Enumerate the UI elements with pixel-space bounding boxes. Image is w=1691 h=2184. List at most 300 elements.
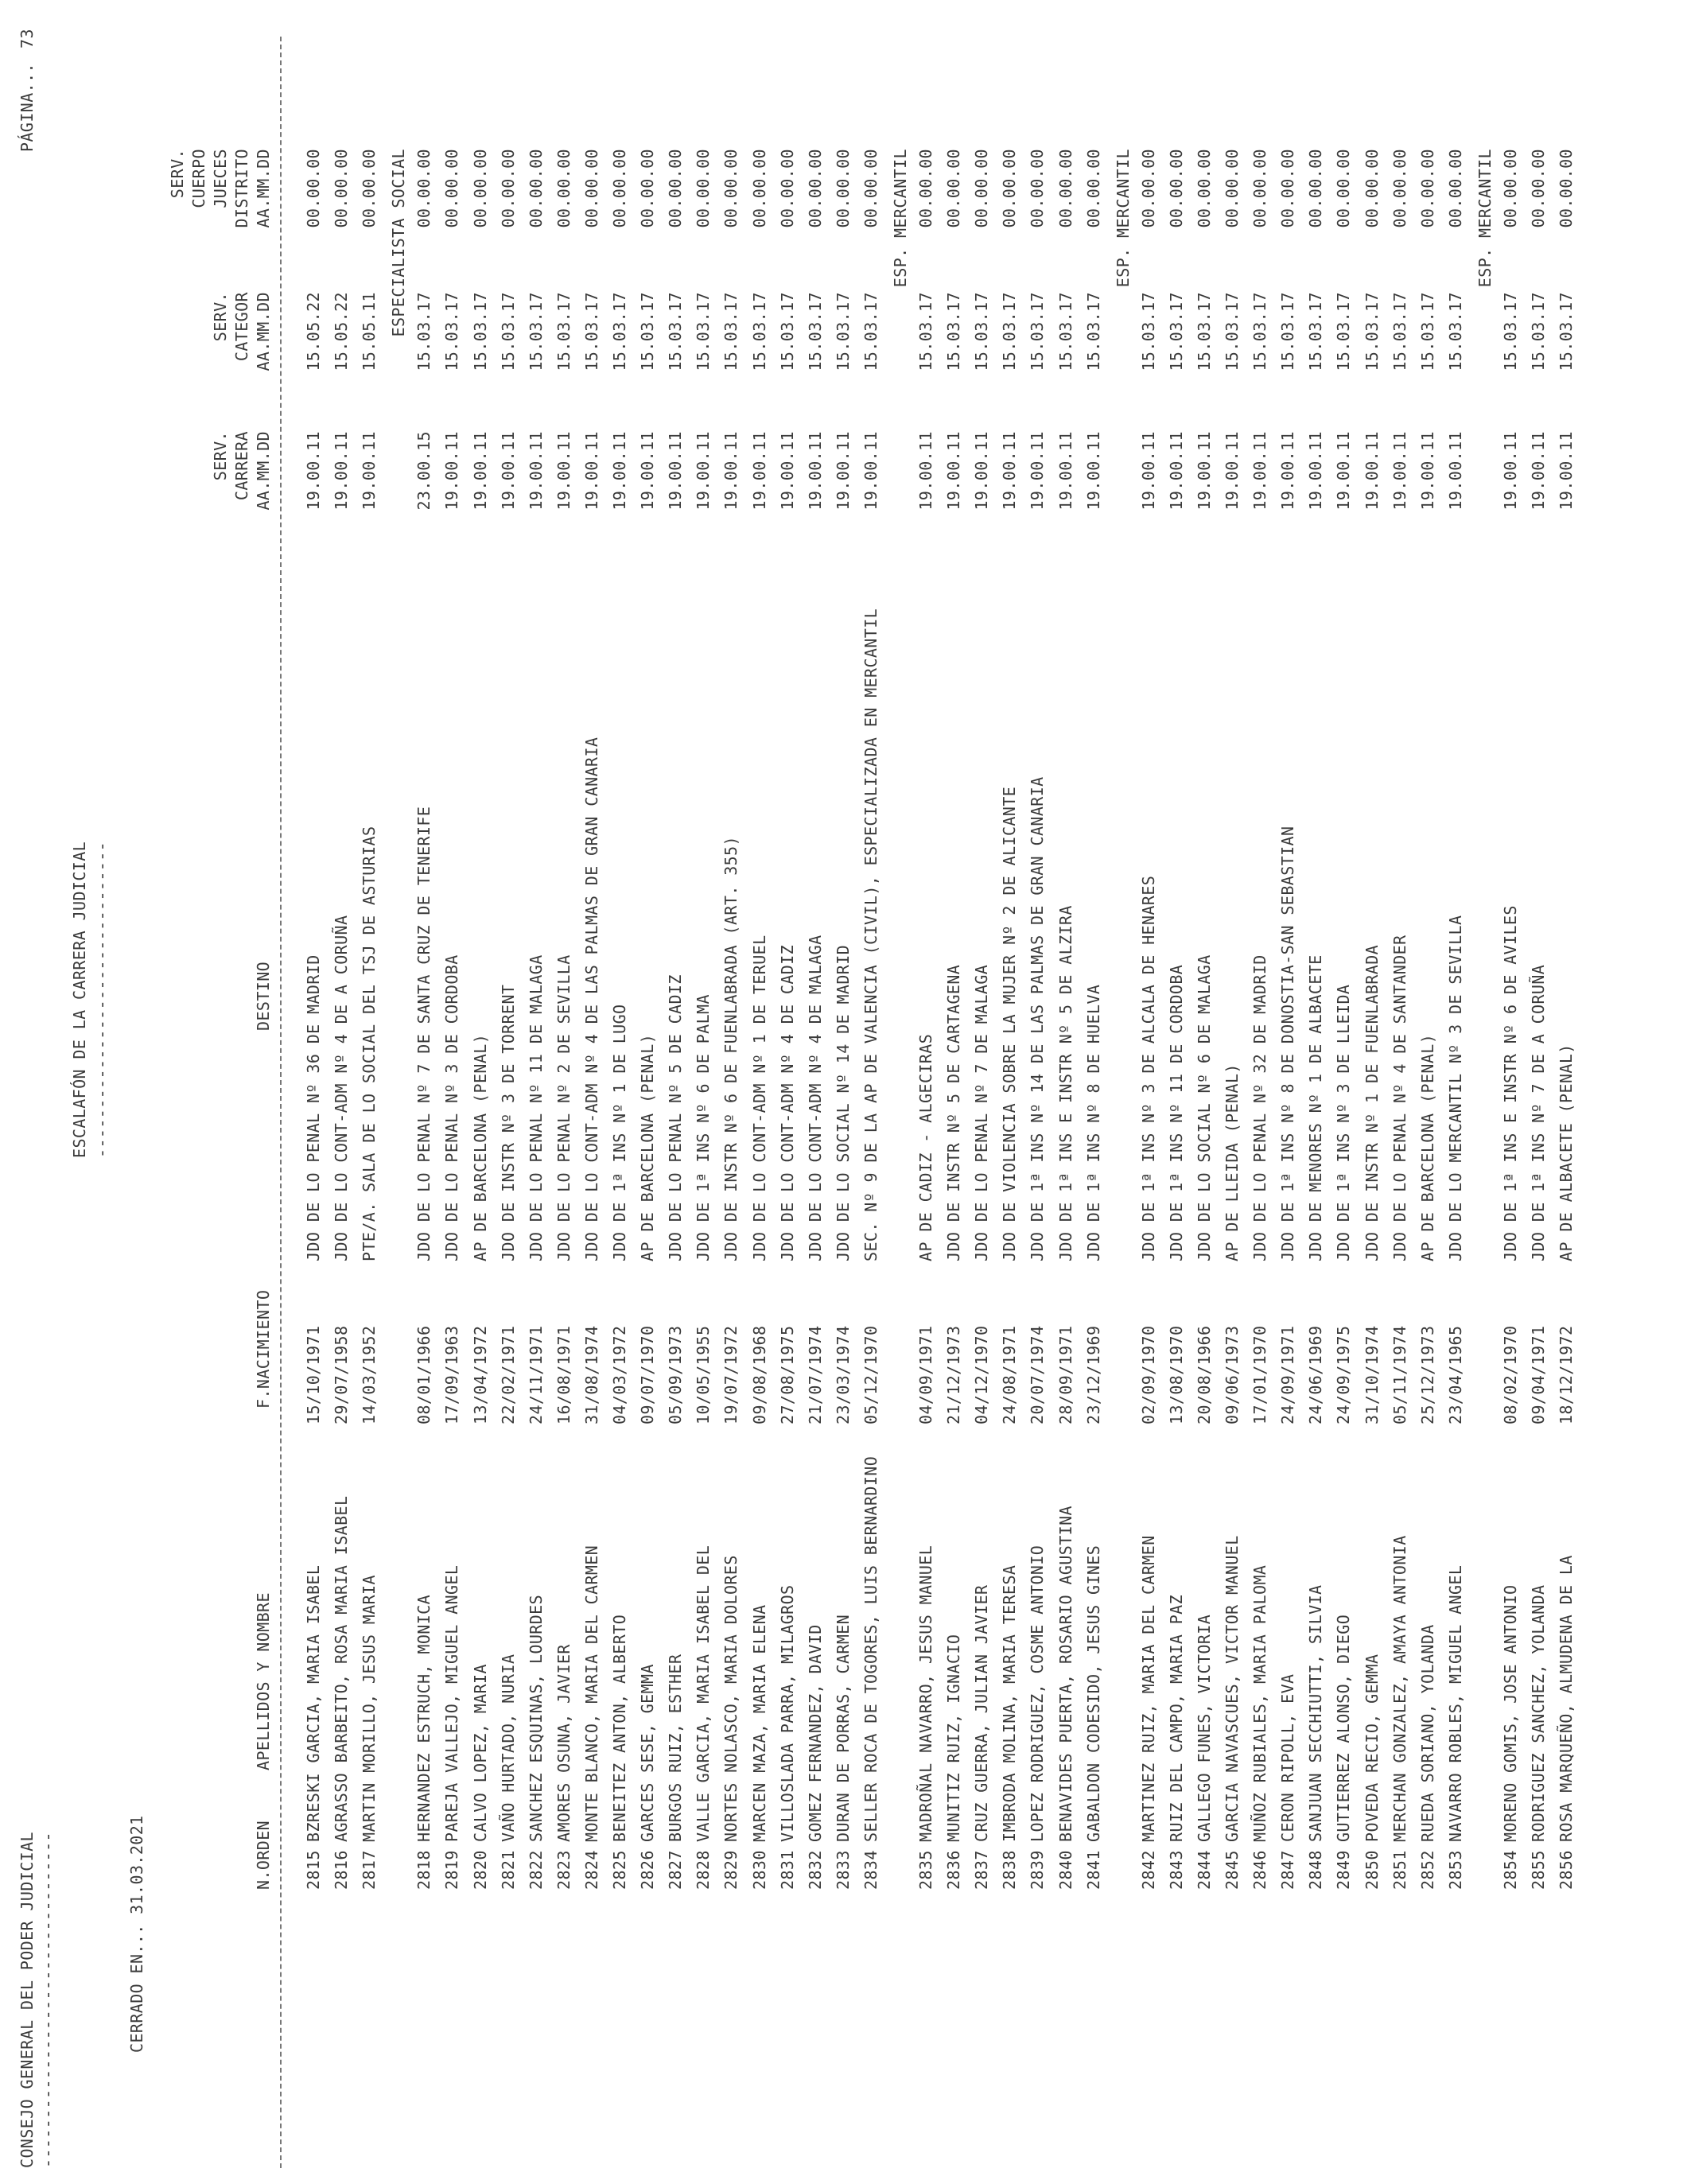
order-number: 2853 xyxy=(1445,1850,1465,1890)
order-number: 2825 xyxy=(610,1850,629,1890)
service-district: 00.00.00 xyxy=(1557,149,1576,228)
destination: AP DE BARCELONA (PENAL) xyxy=(638,1033,658,1261)
order-number: 2849 xyxy=(1334,1850,1354,1890)
service-category: 15.03.17 xyxy=(1223,292,1242,371)
birth-date: 31/10/1974 xyxy=(1362,1325,1382,1424)
table-row xyxy=(301,0,327,2184)
table-row xyxy=(468,0,494,2184)
destination: AP DE LLEIDA (PENAL) xyxy=(1223,1063,1242,1261)
service-category: 15.03.17 xyxy=(414,292,434,371)
destination: AP DE BARCELONA (PENAL) xyxy=(1417,1033,1437,1261)
service-career: 19.00.11 xyxy=(1417,431,1437,511)
service-category: 15.03.17 xyxy=(1500,292,1520,371)
service-district: 00.00.00 xyxy=(526,149,546,228)
full-name: MARCEN MAZA, MARIA ELENA xyxy=(749,1604,769,1842)
service-district: 00.00.00 xyxy=(414,149,434,228)
service-district: 00.00.00 xyxy=(1028,149,1048,228)
col-header-order: N.ORDEN xyxy=(254,1820,273,1890)
birth-date: 23/12/1969 xyxy=(1083,1325,1103,1424)
service-career: 19.00.11 xyxy=(1194,431,1214,511)
col-header-district-4: DISTRITO xyxy=(232,149,251,228)
table-row xyxy=(1191,0,1218,2184)
order-number: 2856 xyxy=(1557,1850,1576,1890)
col-header-career-3: AA.MM.DD xyxy=(254,431,273,511)
order-number: 2826 xyxy=(638,1850,658,1890)
full-name: MUÑOZ RUBIALES, MARIA PALOMA xyxy=(1250,1564,1270,1842)
full-name: DURAN DE PORRAS, CARMEN xyxy=(833,1614,853,1842)
birth-date: 27/08/1975 xyxy=(777,1325,797,1424)
service-category: 15.03.17 xyxy=(944,292,964,371)
service-career: 19.00.11 xyxy=(526,431,546,511)
service-category: 15.03.17 xyxy=(1390,292,1409,371)
full-name: RODRIGUEZ SANCHEZ, YOLANDA xyxy=(1529,1584,1548,1842)
service-category: 15.03.17 xyxy=(638,292,658,371)
birth-date: 02/09/1970 xyxy=(1138,1325,1158,1424)
service-district: 00.00.00 xyxy=(916,149,935,228)
table-row xyxy=(635,0,661,2184)
service-career: 19.00.11 xyxy=(1500,431,1520,511)
section-label: ESPECIALISTA SOCIAL xyxy=(389,149,409,337)
birth-date: 22/02/1971 xyxy=(498,1325,518,1424)
service-career: 19.00.11 xyxy=(1362,431,1382,511)
birth-date: 21/12/1973 xyxy=(944,1325,964,1424)
order-number: 2818 xyxy=(414,1850,434,1890)
birth-date: 08/02/1970 xyxy=(1500,1325,1520,1424)
service-district: 00.00.00 xyxy=(360,149,379,228)
service-career: 19.00.11 xyxy=(581,431,601,511)
birth-date: 05/12/1970 xyxy=(861,1325,880,1424)
service-category: 15.03.17 xyxy=(1278,292,1298,371)
service-career: 19.00.11 xyxy=(916,431,935,511)
destination: JDO DE LO CONT-ADM Nº 4 DE LAS PALMAS DE GRAN CANARIA xyxy=(581,736,601,1261)
order-number: 2842 xyxy=(1138,1850,1158,1890)
destination: PTE/A. SALA DE LO SOCIAL DEL TSJ DE ASTURIAS xyxy=(360,826,379,1261)
service-district: 00.00.00 xyxy=(442,149,462,228)
service-career: 19.00.11 xyxy=(1529,431,1548,511)
service-career: 19.00.11 xyxy=(721,431,741,511)
full-name: CRUZ GUERRA, JULIAN JAVIER xyxy=(972,1584,992,1842)
birth-date: 09/06/1973 xyxy=(1223,1325,1242,1424)
col-header-career-1: SERV. xyxy=(211,431,230,481)
service-career: 19.00.11 xyxy=(1055,431,1075,511)
service-category: 15.03.17 xyxy=(1000,292,1020,371)
service-district: 00.00.00 xyxy=(1223,149,1242,228)
table-row xyxy=(1387,0,1413,2184)
birth-date: 08/01/1966 xyxy=(414,1325,434,1424)
order-number: 2845 xyxy=(1223,1850,1242,1890)
birth-date: 23/03/1974 xyxy=(833,1325,853,1424)
full-name: AGRASSO BARBEITO, ROSA MARIA ISABEL xyxy=(332,1495,352,1842)
service-category: 15.03.17 xyxy=(554,292,573,371)
order-number: 2839 xyxy=(1028,1850,1048,1890)
full-name: GARCIA NAVASCUES, VICTOR MANUEL xyxy=(1223,1535,1242,1842)
organization-underline: ---------------------------------- xyxy=(38,1832,57,2168)
organization-name: CONSEJO GENERAL DEL PODER JUDICIAL xyxy=(17,1832,37,2168)
full-name: VAÑO HURTADO, NURIA xyxy=(498,1654,518,1842)
full-name: PAREJA VALLEJO, MIGUEL ANGEL xyxy=(442,1564,462,1842)
page-number: 73 xyxy=(17,29,37,49)
full-name: GABALDON CODESIDO, JESUS GINES xyxy=(1083,1545,1103,1842)
service-career: 19.00.11 xyxy=(694,431,713,511)
destination: JDO DE INSTR Nº 6 DE FUENLABRADA (ART. 355) xyxy=(721,836,741,1261)
service-category: 15.03.17 xyxy=(1306,292,1326,371)
destination: JDO DE INSTR Nº 1 DE FUENLABRADA xyxy=(1362,944,1382,1261)
service-career: 19.00.11 xyxy=(332,431,352,511)
order-number: 2835 xyxy=(916,1850,935,1890)
order-number: 2844 xyxy=(1194,1850,1214,1890)
full-name: RUIZ DEL CAMPO, MARIA PAZ xyxy=(1166,1594,1186,1842)
table-row xyxy=(690,0,717,2184)
document-title: ESCALAFÓN DE LA CARRERA JUDICIAL xyxy=(70,841,89,1158)
service-district: 00.00.00 xyxy=(332,149,352,228)
service-category: 15.03.17 xyxy=(777,292,797,371)
order-number: 2847 xyxy=(1278,1850,1298,1890)
col-header-name: APELLIDOS Y NOMBRE xyxy=(254,1592,273,1770)
destination: JDO DE 1ª INS Nº 8 DE HUELVA xyxy=(1083,984,1103,1261)
full-name: RUEDA SORIANO, YOLANDA xyxy=(1417,1624,1437,1842)
destination: JDO DE LO MERCANTIL Nº 3 DE SEVILLA xyxy=(1445,915,1465,1261)
order-number: 2833 xyxy=(833,1850,853,1890)
order-number: 2846 xyxy=(1250,1850,1270,1890)
table-row xyxy=(997,0,1023,2184)
service-career: 19.00.11 xyxy=(360,431,379,511)
destination: JDO DE LO PENAL Nº 32 DE MADRID xyxy=(1250,954,1270,1261)
birth-date: 05/09/1973 xyxy=(666,1325,686,1424)
service-district: 00.00.00 xyxy=(1000,149,1020,228)
service-category: 15.03.17 xyxy=(1250,292,1270,371)
service-district: 00.00.00 xyxy=(1250,149,1270,228)
destination: JDO DE LO CONT-ADM Nº 4 DE MALAGA xyxy=(805,935,825,1261)
table-row xyxy=(913,0,939,2184)
service-district: 00.00.00 xyxy=(498,149,518,228)
col-header-district-2: CUERPO xyxy=(189,149,208,208)
service-career: 19.00.11 xyxy=(1445,431,1465,511)
birth-date: 18/12/1972 xyxy=(1557,1325,1576,1424)
service-district: 00.00.00 xyxy=(1278,149,1298,228)
destination: JDO DE LO CONT-ADM Nº 4 DE CADIZ xyxy=(777,944,797,1261)
full-name: VALLE GARCIA, MARIA ISABEL DEL xyxy=(694,1545,713,1842)
service-career: 19.00.11 xyxy=(805,431,825,511)
order-number: 2837 xyxy=(972,1850,992,1890)
order-number: 2816 xyxy=(332,1850,352,1890)
full-name: MUNITIZ RUIZ, IGNACIO xyxy=(944,1634,964,1842)
service-category: 15.03.17 xyxy=(1055,292,1075,371)
service-category: 15.03.17 xyxy=(805,292,825,371)
service-category: 15.03.17 xyxy=(1334,292,1354,371)
destination: JDO DE LO PENAL Nº 3 DE CORDOBA xyxy=(442,954,462,1261)
destination: SEC. Nº 9 DE LA AP DE VALENCIA (CIVIL), ESPECIALIZADA EN MERCANTIL xyxy=(861,608,880,1261)
service-district: 00.00.00 xyxy=(581,149,601,228)
table-row xyxy=(579,0,605,2184)
service-career: 19.00.11 xyxy=(1166,431,1186,511)
full-name: MADROÑAL NAVARRO, JESUS MANUEL xyxy=(916,1545,935,1842)
table-row xyxy=(523,0,550,2184)
order-number: 2832 xyxy=(805,1850,825,1890)
destination: JDO DE 1ª INS Nº 8 DE DONOSTIA-SAN SEBASTIAN xyxy=(1278,826,1298,1261)
table-row xyxy=(1136,0,1162,2184)
table-row xyxy=(1553,0,1580,2184)
table-row xyxy=(1053,0,1079,2184)
full-name: NAVARRO ROBLES, MIGUEL ANGEL xyxy=(1445,1564,1465,1842)
destination: JDO DE LO PENAL Nº 36 DE MADRID xyxy=(304,954,323,1261)
service-district: 00.00.00 xyxy=(749,149,769,228)
service-career: 19.00.11 xyxy=(1083,431,1103,511)
service-district: 00.00.00 xyxy=(861,149,880,228)
col-header-category-2: CATEGOR xyxy=(232,292,251,362)
full-name: BZRESKI GARCIA, MARIA ISABEL xyxy=(304,1564,323,1842)
birth-date: 04/12/1970 xyxy=(972,1325,992,1424)
service-district: 00.00.00 xyxy=(805,149,825,228)
table-row xyxy=(803,0,829,2184)
full-name: MERCHAN GONZALEZ, AMAYA ANTONIA xyxy=(1390,1535,1409,1842)
order-number: 2815 xyxy=(304,1850,323,1890)
service-career: 19.00.11 xyxy=(638,431,658,511)
service-category: 15.03.17 xyxy=(694,292,713,371)
table-row xyxy=(1526,0,1552,2184)
col-header-career-2: CARRERA xyxy=(232,431,251,501)
full-name: BURGOS RUIZ, ESTHER xyxy=(666,1654,686,1842)
table-row xyxy=(941,0,967,2184)
service-career: 19.00.11 xyxy=(1306,431,1326,511)
service-career: 19.00.11 xyxy=(554,431,573,511)
birth-date: 31/08/1974 xyxy=(581,1325,601,1424)
service-district: 00.00.00 xyxy=(304,149,323,228)
service-career: 19.00.11 xyxy=(470,431,490,511)
service-career: 19.00.11 xyxy=(442,431,462,511)
birth-date: 21/07/1974 xyxy=(805,1325,825,1424)
destination: JDO DE 1ª INS Nº 1 DE LUGO xyxy=(610,1004,629,1261)
birth-date: 28/09/1971 xyxy=(1055,1325,1075,1424)
table-row xyxy=(1164,0,1190,2184)
service-category: 15.03.17 xyxy=(581,292,601,371)
service-district: 00.00.00 xyxy=(1390,149,1409,228)
service-district: 00.00.00 xyxy=(1138,149,1158,228)
birth-date: 04/03/1972 xyxy=(610,1325,629,1424)
table-row xyxy=(411,0,437,2184)
service-category: 15.03.17 xyxy=(1138,292,1158,371)
destination: JDO DE LO CONT-ADM Nº 4 DE A CORUÑA xyxy=(332,915,352,1261)
service-category: 15.03.17 xyxy=(833,292,853,371)
birth-date: 17/01/1970 xyxy=(1250,1325,1270,1424)
destination: JDO DE 1ª INS Nº 14 DE LAS PALMAS DE GRAN CANARIA xyxy=(1028,776,1048,1261)
destination: AP DE CADIZ - ALGECIRAS xyxy=(916,1033,935,1261)
full-name: MARTINEZ RUIZ, MARIA DEL CARMEN xyxy=(1138,1535,1158,1842)
destination: JDO DE LO SOCIAL Nº 14 DE MADRID xyxy=(833,944,853,1261)
table-row xyxy=(551,0,577,2184)
birth-date: 15/10/1971 xyxy=(304,1325,323,1424)
table-row xyxy=(1219,0,1246,2184)
order-number: 2836 xyxy=(944,1850,964,1890)
birth-date: 13/04/1972 xyxy=(470,1325,490,1424)
order-number: 2841 xyxy=(1083,1850,1103,1890)
order-number: 2843 xyxy=(1166,1850,1186,1890)
birth-date: 17/09/1963 xyxy=(442,1325,462,1424)
birth-date: 25/12/1973 xyxy=(1417,1325,1437,1424)
table-row xyxy=(1081,0,1107,2184)
service-district: 00.00.00 xyxy=(972,149,992,228)
service-career: 19.00.11 xyxy=(304,431,323,511)
service-career: 19.00.11 xyxy=(1278,431,1298,511)
full-name: BENAVIDES PUERTA, ROSARIO AGUSTINA xyxy=(1055,1506,1075,1842)
service-district: 00.00.00 xyxy=(1362,149,1382,228)
service-career: 19.00.11 xyxy=(1557,431,1576,511)
table-row xyxy=(858,0,884,2184)
full-name: CALVO LOPEZ, MARIA xyxy=(470,1664,490,1842)
table-row xyxy=(969,0,995,2184)
birth-date: 16/08/1971 xyxy=(554,1325,573,1424)
order-number: 2820 xyxy=(470,1850,490,1890)
service-career: 19.00.11 xyxy=(1028,431,1048,511)
page-label: PÁGINA... xyxy=(17,63,37,152)
table-row xyxy=(663,0,689,2184)
full-name: POVEDA RECIO, GEMMA xyxy=(1362,1654,1382,1842)
table-row xyxy=(775,0,801,2184)
order-number: 2829 xyxy=(721,1850,741,1890)
table-row xyxy=(1024,0,1051,2184)
service-district: 00.00.00 xyxy=(610,149,629,228)
service-category: 15.03.17 xyxy=(470,292,490,371)
service-career: 19.00.11 xyxy=(1000,431,1020,511)
table-row xyxy=(718,0,744,2184)
service-district: 00.00.00 xyxy=(1083,149,1103,228)
birth-date: 24/09/1971 xyxy=(1278,1325,1298,1424)
birth-date: 20/07/1974 xyxy=(1028,1325,1048,1424)
service-category: 15.03.17 xyxy=(1417,292,1437,371)
full-name: HERNANDEZ ESTRUCH, MONICA xyxy=(414,1594,434,1842)
col-header-category-3: AA.MM.DD xyxy=(254,292,273,371)
service-category: 15.03.17 xyxy=(972,292,992,371)
full-name: MARTIN MORILLO, JESUS MARIA xyxy=(360,1575,379,1842)
order-number: 2817 xyxy=(360,1850,379,1890)
birth-date: 04/09/1971 xyxy=(916,1325,935,1424)
service-category: 15.03.17 xyxy=(1445,292,1465,371)
destination: JDO DE 1ª INS Nº 3 DE ALCALA DE HENARES xyxy=(1138,875,1158,1261)
service-category: 15.03.17 xyxy=(1166,292,1186,371)
service-district: 00.00.00 xyxy=(666,149,686,228)
service-category: 15.03.17 xyxy=(1028,292,1048,371)
table-row xyxy=(439,0,465,2184)
table-row xyxy=(1415,0,1441,2184)
order-number: 2822 xyxy=(526,1850,546,1890)
service-district: 00.00.00 xyxy=(1306,149,1326,228)
section-label: ESP. MERCANTIL xyxy=(1475,149,1495,288)
service-category: 15.03.17 xyxy=(1194,292,1214,371)
service-district: 00.00.00 xyxy=(1445,149,1465,228)
service-category: 15.03.17 xyxy=(610,292,629,371)
col-header-destination: DESTINO xyxy=(254,961,273,1031)
service-category: 15.03.17 xyxy=(1557,292,1576,371)
service-category: 15.03.17 xyxy=(1362,292,1382,371)
birth-date: 09/07/1970 xyxy=(638,1325,658,1424)
header-separator xyxy=(280,37,282,2168)
destination: JDO DE LO PENAL Nº 7 DE SANTA CRUZ DE TENERIFE xyxy=(414,806,434,1261)
title-underline: -------------------------------- xyxy=(92,841,111,1158)
table-row xyxy=(830,0,857,2184)
service-category: 15.03.17 xyxy=(749,292,769,371)
table-row xyxy=(1443,0,1469,2184)
order-number: 2834 xyxy=(861,1850,880,1890)
birth-date: 23/04/1965 xyxy=(1445,1325,1465,1424)
order-number: 2827 xyxy=(666,1850,686,1890)
service-district: 00.00.00 xyxy=(1334,149,1354,228)
table-row xyxy=(607,0,633,2184)
full-name: MORENO GOMIS, JOSE ANTONIO xyxy=(1500,1584,1520,1842)
birth-date: 24/11/1971 xyxy=(526,1325,546,1424)
order-number: 2850 xyxy=(1362,1850,1382,1890)
order-number: 2821 xyxy=(498,1850,518,1890)
service-district: 00.00.00 xyxy=(777,149,797,228)
service-district: 00.00.00 xyxy=(1166,149,1186,228)
service-career: 19.00.11 xyxy=(777,431,797,511)
service-district: 00.00.00 xyxy=(1055,149,1075,228)
service-career: 23.00.15 xyxy=(414,431,434,511)
closing-date: CERRADO EN... 31.03.2021 xyxy=(127,1815,146,2053)
service-career: 19.00.11 xyxy=(1334,431,1354,511)
birth-date: 10/05/1955 xyxy=(694,1325,713,1424)
service-category: 15.03.17 xyxy=(1529,292,1548,371)
table-row xyxy=(1247,0,1273,2184)
destination: JDO DE 1ª INS E INSTR Nº 5 DE ALZIRA xyxy=(1055,905,1075,1261)
destination: JDO DE LO PENAL Nº 2 DE SEVILLA xyxy=(554,954,573,1261)
table-row xyxy=(1303,0,1329,2184)
full-name: SELLER ROCA DE TOGORES, LUIS BERNARDINO xyxy=(861,1455,880,1842)
birth-date: 13/08/1970 xyxy=(1166,1325,1186,1424)
service-district: 00.00.00 xyxy=(1417,149,1437,228)
destination: AP DE ALBACETE (PENAL) xyxy=(1557,1043,1576,1261)
birth-date: 14/03/1952 xyxy=(360,1325,379,1424)
destination: JDO DE VIOLENCIA SOBRE LA MUJER Nº 2 DE ALICANTE xyxy=(1000,786,1020,1261)
destination: JDO DE LO PENAL Nº 5 DE CADIZ xyxy=(666,974,686,1261)
table-row xyxy=(1359,0,1386,2184)
service-career: 19.00.11 xyxy=(861,431,880,511)
table-row xyxy=(1275,0,1301,2184)
full-name: GALLEGO FUNES, VICTORIA xyxy=(1194,1614,1214,1842)
service-career: 19.00.11 xyxy=(610,431,629,511)
birth-date: 19/07/1972 xyxy=(721,1325,741,1424)
service-district: 00.00.00 xyxy=(944,149,964,228)
destination: JDO DE LO PENAL Nº 7 DE MALAGA xyxy=(972,964,992,1261)
service-category: 15.03.17 xyxy=(498,292,518,371)
order-number: 2824 xyxy=(581,1850,601,1890)
service-category: 15.03.17 xyxy=(526,292,546,371)
destination: JDO DE LO CONT-ADM Nº 1 DE TERUEL xyxy=(749,935,769,1261)
service-category: 15.03.17 xyxy=(916,292,935,371)
destination: JDO DE LO PENAL Nº 11 DE MALAGA xyxy=(526,954,546,1261)
service-district: 00.00.00 xyxy=(638,149,658,228)
table-row xyxy=(1331,0,1357,2184)
full-name: GUTIERREZ ALONSO, DIEGO xyxy=(1334,1614,1354,1842)
full-name: SANCHEZ ESQUINAS, LOURDES xyxy=(526,1594,546,1842)
destination: JDO DE 1ª INS Nº 7 DE A CORUÑA xyxy=(1529,964,1548,1261)
order-number: 2823 xyxy=(554,1850,573,1890)
service-category: 15.03.17 xyxy=(666,292,686,371)
full-name: GOMEZ FERNANDEZ, DAVID xyxy=(805,1624,825,1842)
service-category: 15.03.17 xyxy=(861,292,880,371)
birth-date: 09/08/1968 xyxy=(749,1325,769,1424)
service-career: 19.00.11 xyxy=(1223,431,1242,511)
service-district: 00.00.00 xyxy=(554,149,573,228)
destination: JDO DE MENORES Nº 1 DE ALBACETE xyxy=(1306,954,1326,1261)
service-career: 19.00.11 xyxy=(666,431,686,511)
table-row xyxy=(496,0,522,2184)
birth-date: 24/09/1975 xyxy=(1334,1325,1354,1424)
birth-date: 05/11/1974 xyxy=(1390,1325,1409,1424)
col-header-district-3: JUECES xyxy=(211,149,230,208)
service-district: 00.00.00 xyxy=(833,149,853,228)
order-number: 2851 xyxy=(1390,1850,1409,1890)
full-name: VILLOSLADA PARRA, MILAGROS xyxy=(777,1584,797,1842)
table-row xyxy=(328,0,355,2184)
